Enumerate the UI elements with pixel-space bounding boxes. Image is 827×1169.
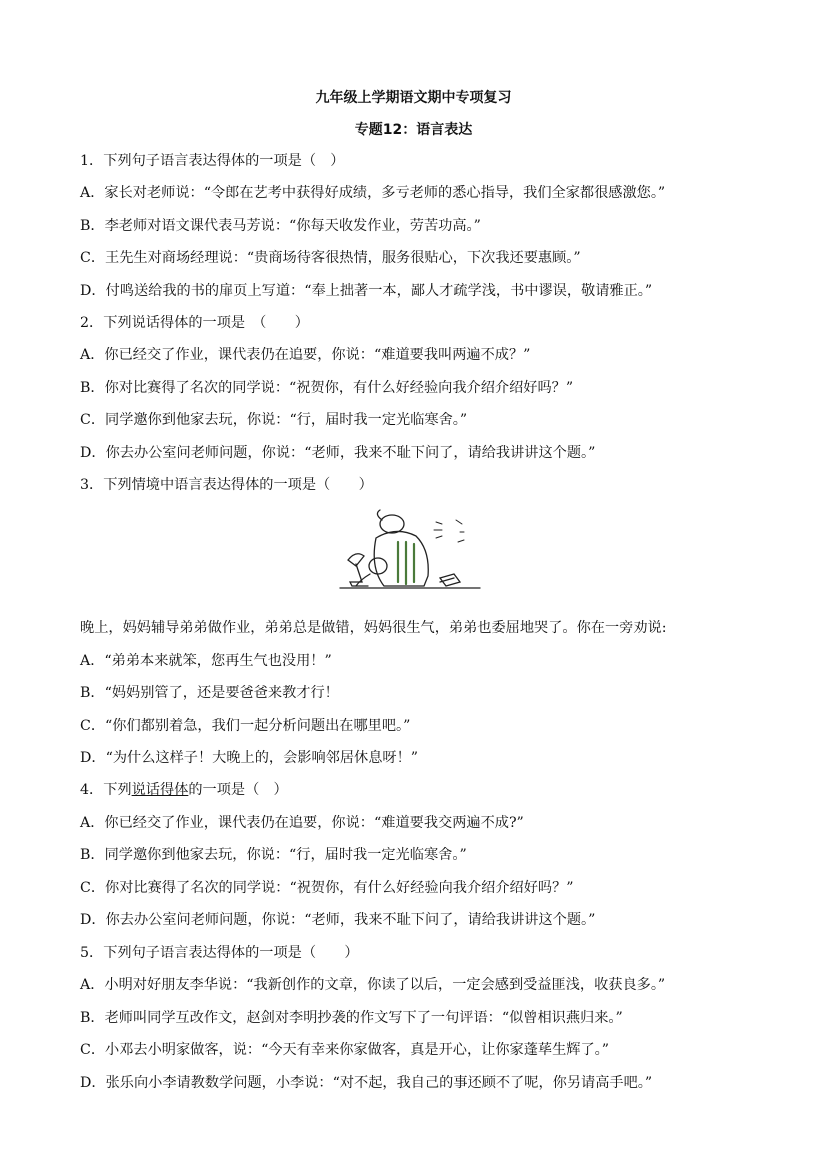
q3-stem: 3．下列情境中语言表达得体的一项是（ ） [80,477,373,493]
q2-option-b: B．你对比赛得了名次的同学说：“祝贺你，有什么好经验向我介绍介绍好吗？” [80,380,574,396]
q5-option-b: B．老师叫同学互改作文，赵剑对李明抄袭的作文写下了一句评语：“似曾相识燕归来。” [80,1010,623,1026]
q4-option-c: C．你对比赛得了名次的同学说：“祝贺你，有什么好经验向我介绍介绍好吗？” [80,880,574,896]
mother-child-homework-illustration [336,508,491,598]
q2-option-d: D．你去办公室问老师问题，你说：“老师，我来不耻下问了，请给我讲讲这个题。” [80,445,596,461]
q1-option-c: C．王先生对商场经理说：“贵商场待客很热情，服务很贴心，下次我还要惠顾。” [80,250,581,266]
q2-option-c: C．同学邀你到他家去玩，你说：“行，届时我一定光临寒舍。” [80,412,468,428]
q3-scene: 晚上，妈妈辅导弟弟做作业，弟弟总是做错，妈妈很生气，弟弟也委屈地哭了。你在一旁劝说: [80,620,667,636]
q3-option-a: A．“弟弟本来就笨，您再生气也没用！” [80,653,332,669]
page-title: 九年级上学期语文期中专项复习 [315,90,512,106]
page-subtitle: 专题12：语言表达 [354,122,473,138]
q4-stem-underlined: 说话得体 [131,782,189,798]
q3-option-d: D．“为什么这样子！大晚上的，会影响邻居休息呀！” [80,750,419,766]
q4-stem-suffix: 的一项是（ ） [188,782,288,798]
q4-option-a: A．你已经交了作业，课代表仍在追要，你说：“难道要我交两遍不成?” [80,815,524,831]
q3-option-c: C．“你们都别着急，我们一起分析问题出在哪里吧。” [80,718,411,734]
q1-option-d: D．付鸣送给我的书的扉页上写道：“奉上拙著一本，鄙人才疏学浅，书中谬误，敬请雅正。” [80,283,653,299]
q5-stem: 5．下列句子语言表达得体的一项是（ ） [80,945,359,961]
q2-stem: 2．下列说话得体的一项是 （ ） [80,315,309,331]
q4-option-b: B．同学邀你到他家去玩，你说：“行，届时我一定光临寒舍。” [80,847,467,863]
q1-stem: 1．下列句子语言表达得体的一项是（ ） [80,153,345,169]
q4-option-d: D．你去办公室问老师问题，你说：“老师，我来不耻下问了，请给我讲讲这个题。” [80,912,596,928]
q2-option-a: A．你已经交了作业，课代表仍在追要，你说：“难道要我叫两遍不成？” [80,347,531,363]
q5-option-a: A．小明对好朋友李华说：“我新创作的文章，你读了以后，一定会感到受益匪浅，收获良多。” [80,977,666,993]
q1-option-b: B．李老师对语文课代表马芳说：“你每天收发作业，劳苦功高。” [80,218,481,234]
q5-option-d: D．张乐向小李请教数学问题，小李说：“对不起，我自己的事还顾不了呢，你另请高手吧。” [80,1075,653,1091]
q5-option-c: C．小邓去小明家做客，说：“今天有幸来你家做客，真是开心，让你家蓬荜生辉了。” [80,1042,610,1058]
q3-option-b: B．“妈妈别管了，还是要爸爸来教才行！ [80,685,339,701]
q4-stem-prefix: 4．下列 [80,782,132,798]
q1-option-a: A．家长对老师说：“令郎在艺考中获得好成绩，多亏老师的悉心指导，我们全家都很感激您。” [80,185,666,201]
q4-stem [80,780,760,800]
